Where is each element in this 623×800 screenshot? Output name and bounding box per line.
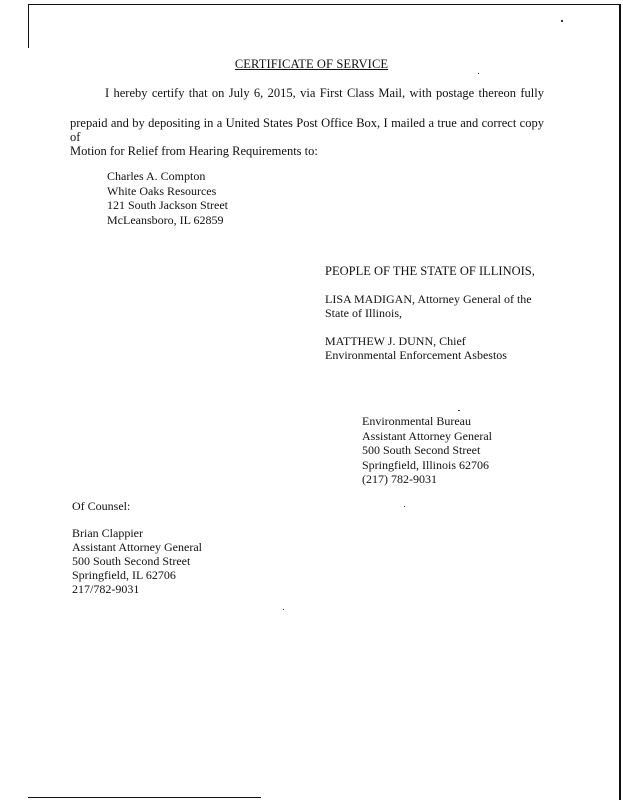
- counsel-name: Brian Clappier: [72, 526, 143, 540]
- bureau-address: [362, 414, 492, 487]
- recipient-company: White Oaks Resources: [107, 183, 217, 198]
- counsel-city: Springfield, IL 62706: [72, 568, 176, 582]
- attorney-general-group: [325, 292, 532, 320]
- party-name: PEOPLE OF THE STATE OF ILLINOIS,: [325, 264, 535, 278]
- certification-line-2: prepaid and by depositing in a United States Post Office Box, I mailed a true and correct copy of: [70, 116, 544, 144]
- recipient-address: [107, 169, 228, 227]
- certificate-title: CERTIFICATE OF SERVICE: [234, 57, 389, 71]
- bureau-line-5: (217) 782-9031: [362, 472, 437, 486]
- scan-border-left: [28, 4, 29, 48]
- scan-speck: [478, 73, 479, 74]
- attorney-general-line-1: LISA MADIGAN, Attorney General of the: [325, 292, 532, 306]
- counsel-address: [72, 526, 202, 596]
- scan-border-top: [28, 4, 619, 5]
- scan-speck: [561, 20, 563, 22]
- scan-speck: [458, 410, 460, 411]
- signature-block: [325, 292, 532, 376]
- certification-line-3: Motion for Relief from Hearing Requirements to:: [70, 144, 318, 158]
- recipient-name: Charles A. Compton: [107, 169, 206, 183]
- attorney-general-line-2: State of Illinois,: [325, 306, 402, 320]
- bureau-line-1: Environmental Bureau: [362, 414, 471, 428]
- recipient-street: 121 South Jackson Street: [107, 198, 228, 212]
- chief-line-2: Environmental Enforcement Asbestos: [325, 348, 507, 362]
- chief-line-1: MATTHEW J. DUNN, Chief: [325, 334, 466, 348]
- counsel-phone: 217/782-9031: [72, 582, 140, 596]
- counsel-street: 500 South Second Street: [72, 554, 191, 568]
- bureau-line-2: Assistant Attorney General: [362, 428, 492, 443]
- scan-speck: [404, 506, 405, 507]
- of-counsel-label: Of Counsel:: [72, 499, 131, 513]
- recipient-city: McLeansboro, IL 62859: [107, 212, 224, 227]
- scan-border-bottom: [28, 797, 261, 798]
- bureau-line-4: Springfield, Illinois 62706: [362, 457, 489, 472]
- bureau-line-3: 500 South Second Street: [362, 443, 481, 457]
- chief-group: [325, 334, 532, 362]
- scan-border-right: [619, 4, 621, 800]
- counsel-title: Assistant Attorney General: [72, 540, 202, 554]
- certification-line-1: I hereby certify that on July 6, 2015, via First Class Mail, with postage thereon fully: [105, 86, 544, 100]
- scan-speck: [283, 609, 284, 610]
